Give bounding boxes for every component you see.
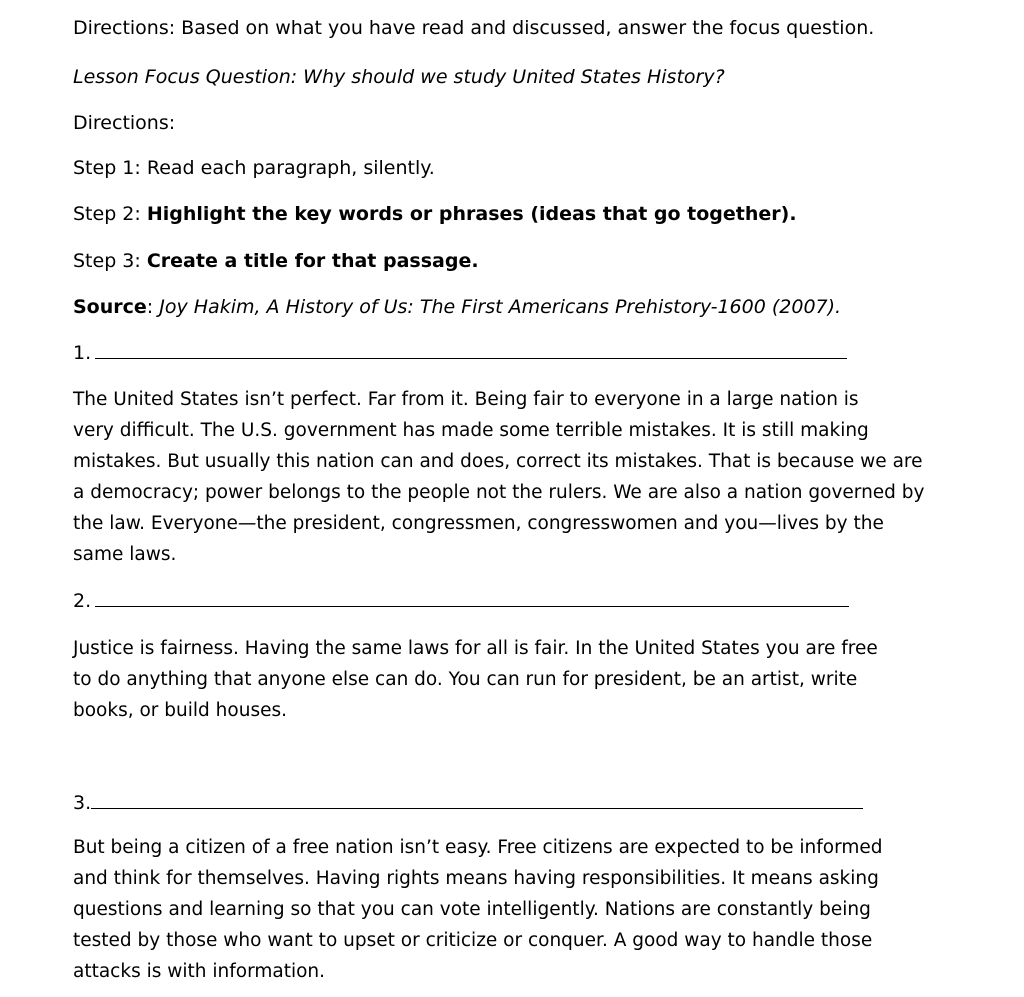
title-blank-3[interactable] xyxy=(91,790,863,809)
passage-3 xyxy=(73,832,963,987)
passage-1-line: the law. Everyone—the president, congressmen, congresswomen and you—lives by the xyxy=(73,513,884,534)
source-separator: : xyxy=(146,296,160,318)
source-citation: Joy Hakim, A History of Us: The First Americans Prehistory-1600 (2007). xyxy=(159,296,842,318)
title-blank-1[interactable] xyxy=(95,340,847,359)
passage-number-2: 2. xyxy=(73,590,92,612)
passage-3-line: tested by those who want to upset or criticize or conquer. A good way to handle those xyxy=(73,930,873,951)
passage-2-line: books, or build houses. xyxy=(73,700,287,721)
passage-3-line: But being a citizen of a free nation isn’t easy. Free citizens are expected to be informed xyxy=(73,837,883,858)
title-line-3 xyxy=(73,790,863,815)
passage-number-1: 1. xyxy=(73,342,92,364)
passage-2 xyxy=(73,633,963,726)
step-3-prefix: Step 3: xyxy=(73,250,147,272)
title-line-1 xyxy=(73,340,847,365)
passage-2-line: Justice is fairness. Having the same laws for all is fair. In the United States you are free xyxy=(73,638,878,659)
step-1 xyxy=(73,156,435,180)
directions-label: Directions: xyxy=(73,112,176,134)
focus-question: Lesson Focus Question: Why should we study United States History? xyxy=(73,66,725,88)
step-1-text: Read each paragraph, silently. xyxy=(146,157,435,179)
step-3 xyxy=(73,249,479,273)
step-2-text: Highlight the key words or phrases (ideas that go together). xyxy=(146,203,797,225)
passage-3-line: and think for themselves. Having rights means having responsibilities. It means asking xyxy=(73,868,879,889)
passage-1-line: a democracy; power belongs to the people not the rulers. We are also a nation governed by xyxy=(73,482,925,503)
step-1-prefix: Step 1: xyxy=(73,157,147,179)
passage-1-line: mistakes. But usually this nation can and does, correct its mistakes. That is because we are xyxy=(73,451,923,472)
passage-1 xyxy=(73,384,963,570)
passage-1-line: same laws. xyxy=(73,544,177,565)
step-2-prefix: Step 2: xyxy=(73,203,147,225)
source-line xyxy=(73,295,841,319)
title-blank-2[interactable] xyxy=(95,588,849,607)
passage-2-line: to do anything that anyone else can do. You can run for president, be an artist, write xyxy=(73,669,858,690)
step-3-text: Create a title for that passage. xyxy=(146,250,479,272)
title-line-2 xyxy=(73,588,849,613)
passage-1-line: very difficult. The U.S. government has made some terrible mistakes. It is still making xyxy=(73,420,869,441)
source-label: Source xyxy=(73,296,147,318)
passage-3-line: questions and learning so that you can vote intelligently. Nations are constantly being xyxy=(73,899,871,920)
step-2 xyxy=(73,202,797,226)
passage-1-line: The United States isn’t perfect. Far from it. Being fair to everyone in a large nation is xyxy=(73,389,859,410)
directions-intro: Directions: Based on what you have read and discussed, answer the focus question. xyxy=(73,17,875,39)
passage-3-line: attacks is with information. xyxy=(73,961,326,982)
passage-number-3: 3. xyxy=(73,792,92,814)
